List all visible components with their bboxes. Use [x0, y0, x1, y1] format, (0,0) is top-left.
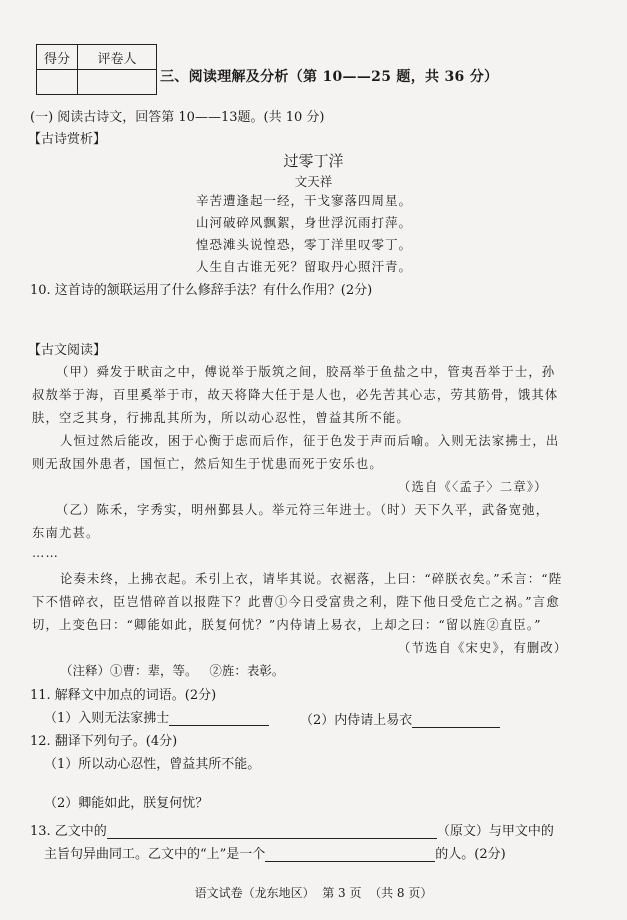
- jia-source: （选自《〈孟子〉二章》）: [398, 480, 548, 494]
- section-title: 三、阅读理解及分析（第 10——25 题，共 36 分）: [160, 69, 499, 85]
- poem-line: 辛苦遭逢起一经，干戈寥落四周星。: [196, 193, 413, 208]
- answer-blank[interactable]: [412, 713, 500, 728]
- yi-line: 切，上变色曰：“卿能如此，朕复何忧？”内侍请上易衣，上却之曰：“留以旌②直臣。”: [32, 618, 542, 632]
- yi-line: 论奏未终，上拂衣起。禾引上衣，请毕其说。衣裾落，上曰：“碎朕衣矣。”禾言：“陛: [60, 572, 563, 586]
- poem-title: 过零丁洋: [283, 152, 344, 170]
- page-footer: 语文试卷（龙东地区） 第 3 页 （共 8 页）: [194, 886, 433, 900]
- part1-heading: (一) 阅读古诗文，回答第 10——13题。(共 10 分): [30, 110, 325, 125]
- annotation-notes: （注释）①曹：辈，等。 ②旌：表彰。: [60, 663, 285, 678]
- question-11-item-2: （2）内侍请上易衣: [300, 713, 413, 728]
- answer-blank[interactable]: [265, 847, 435, 862]
- yi-line: 下不惜碎衣，臣岂惜碎首以报陛下？此曹①今日受富贵之利，陛下他日受危亡之祸。”言愈: [32, 595, 560, 609]
- yi-line: 东南尤甚。: [32, 526, 100, 540]
- poem-author: 文天祥: [294, 174, 333, 189]
- question-11-stem: 11. 解释文中加点的词语。(2分): [30, 688, 217, 703]
- question-10: 10. 这首诗的颔联运用了什么修辞手法？有什么作用？(2分): [30, 283, 373, 298]
- score-label: 得分: [37, 45, 78, 70]
- poem-line: 山河破碎风飘絮，身世浮沉雨打萍。: [196, 215, 413, 230]
- question-13-prefix: 13. 乙文中的: [30, 824, 107, 839]
- jia-line: 则无敌国外患者，国恒亡，然后知生于忧患而死于安乐也。: [32, 457, 383, 471]
- question-11-item-1: （1）入则无法家拂士: [44, 711, 170, 726]
- classical-section-label: 【古文阅读】: [28, 343, 107, 358]
- jia-line: （甲）舜发于畎亩之中，傅说举于版筑之间，胶鬲举于鱼盐之中，管夷吾举于士，孙: [56, 365, 556, 379]
- jia-line: 人恒过然后能改，困于心衡于虑而后作，征于色发于声而后喻。入则无法家拂士，出: [60, 434, 560, 448]
- poem-section-label: 【古诗赏析】: [28, 132, 107, 147]
- question-12-item-2: （2）卿能如此，朕复何忧？: [44, 796, 209, 811]
- question-13-line2b: 的人。(2分): [435, 847, 506, 862]
- question-13-line2a: 主旨句异曲同工。乙文中的“上”是一个: [44, 847, 266, 862]
- question-12-stem: 12. 翻译下列句子。(4分): [30, 734, 178, 749]
- score-table: [36, 44, 157, 95]
- question-12-item-1: （1）所以动心忍性，曾益其所不能。: [44, 757, 261, 772]
- poem-line: 人生自古谁无死？留取丹心照汗青。: [196, 259, 413, 274]
- grader-cell: [78, 70, 157, 95]
- yi-source: （节选自《宋史》，有删改）: [398, 641, 568, 655]
- poem-line: 惶恐滩头说惶恐，零丁洋里叹零丁。: [196, 237, 413, 252]
- score-cell: [37, 70, 78, 95]
- jia-line: 肤，空乏其身，行拂乱其所为，所以动心忍性，曾益其所不能。: [32, 411, 410, 425]
- answer-blank[interactable]: [107, 824, 437, 839]
- grader-label: 评卷人: [78, 45, 157, 70]
- question-13-mid: （原文）与甲文中的: [436, 824, 554, 839]
- answer-blank[interactable]: [169, 711, 269, 726]
- yi-line: （乙）陈禾，字秀实，明州鄞县人。举元符三年进士。（时）天下久平，武备宽弛，: [56, 503, 550, 517]
- jia-line: 叔敖举于海，百里奚举于市，故天将降大任于是人也，必先苦其心志，劳其筋骨，饿其体: [32, 388, 559, 402]
- yi-ellipsis: ……: [32, 546, 59, 560]
